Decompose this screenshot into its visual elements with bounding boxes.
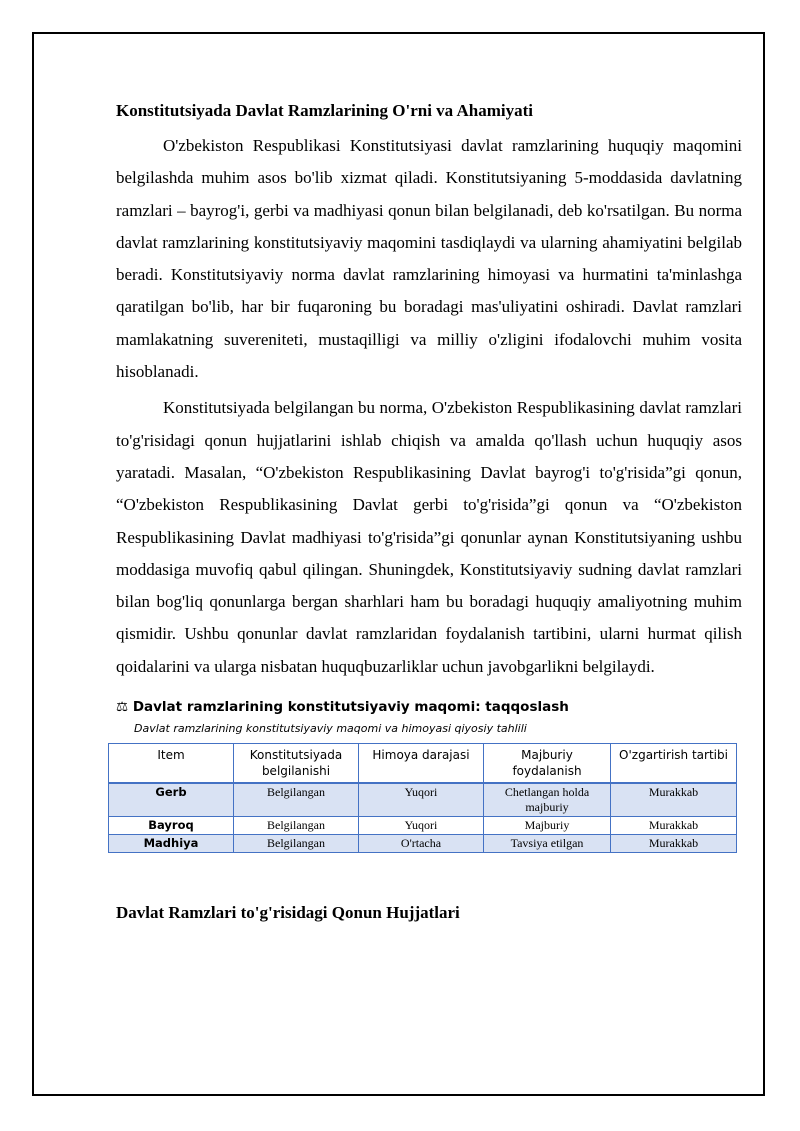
section-title: Konstitutsiyada Davlat Ramzlarining O'rni va Ahamiyati [116,101,533,120]
header-constitution: Konstitutsiyada belgilanishi [234,744,359,784]
table-cell: Yuqori [359,783,484,817]
table-subtitle: Davlat ramzlarining konstitutsiyaviy maqomi va himoyasi qiyosiy tahlili [134,722,527,736]
table-row [109,835,737,853]
table-cell: Chetlangan holda majburiy [484,783,611,817]
table-cell: Tavsiya etilgan [484,835,611,853]
header-change: O'zgartirish tartibi [611,744,737,784]
table-cell: Murakkab [611,817,737,835]
table-cell: Yuqori [359,817,484,835]
table-cell: Murakkab [611,835,737,853]
comparison-table [108,743,737,853]
document-body [116,96,742,925]
table-cell: Madhiya [109,835,234,853]
header-item: Item [109,744,234,784]
table-caption [116,697,742,717]
table-cell: Belgilangan [234,783,359,817]
header-mandatory: Majburiy foydalanish [484,744,611,784]
paragraph-1: O'zbekiston Respublikasi Konstitutsiyasi davlat ramzlarining huquqiy maqomini belgilashda muhim asos bo'lib xizmat qiladi. Konstitutsiyaning 5-moddasida davlatning ramzlari – bayrog'i, gerbi va madhiyasi qonun bilan belgilanadi, deb ko'rsatilgan. Bu norma davlat ramzlarining konstitutsiyaviy maqomini tasdiqlaydi va ularning ahamiyatini belgilab beradi. Konstitutsiyaviy norma davlat ramzlarining himoyasi va hurmatini ta'minlashga qaratilgan bo'lib, har bir fuqaroning bu boradagi mas'uliyatini oshiradi. Davlat ramzlari mamlakatning suvereniteti, mustaqilligi va milliy o'zligini ifodalovchi muhim vosita hisoblanadi. [116,136,742,382]
table-cell: Belgilangan [234,817,359,835]
table-cell: O'rtacha [359,835,484,853]
table-cell: Belgilangan [234,835,359,853]
table-cell: Majburiy [484,817,611,835]
table-cell: Murakkab [611,783,737,817]
table-row [109,817,737,835]
table-row [109,783,737,817]
next-section-title: Davlat Ramzlari to'g'risidagi Qonun Hujjatlari [116,903,460,923]
header-protection: Himoya darajasi [359,744,484,784]
table-header-row [109,744,737,784]
paragraph-2: Konstitutsiyada belgilangan bu norma, O'zbekiston Respublikasining davlat ramzlari to'g'risidagi qonun hujjatlarini ishlab chiqish va amalda qo'llash uchun huquqiy asos yaratadi. Masalan, “O'zbekiston Respublikasining Davlat bayrog'i to'g'risida”gi qonun, “O'zbekiston Respublikasining Davlat gerbi to'g'risida”gi qonun va “O'zbekiston Respublikasining Davlat madhiyasi to'g'risida”gi qonunlar aynan Konstitutsiyaning ushbu moddasiga muvofiq qabul qilingan. Shuningdek, Konstitutsiyaviy sudning davlat ramzlari bilan bog'liq qonunlarga bergan sharhlari ham bu boradagi huquqiy amaliyotning muhim qismidir. Ushbu qonunlar davlat ramzlaridan foydalanish tartibini, ularni hurmat qilish qoidalarini va ularga nisbatan huquqbuzarliklar uchun javobgarlikni belgilaydi. [116,398,742,676]
table-cell: Gerb [109,783,234,817]
table-caption-text: Davlat ramzlarining konstitutsiyaviy maqomi: taqqoslash [132,699,569,716]
scales-icon: ⚖ [116,699,129,716]
table-cell: Bayroq [109,817,234,835]
